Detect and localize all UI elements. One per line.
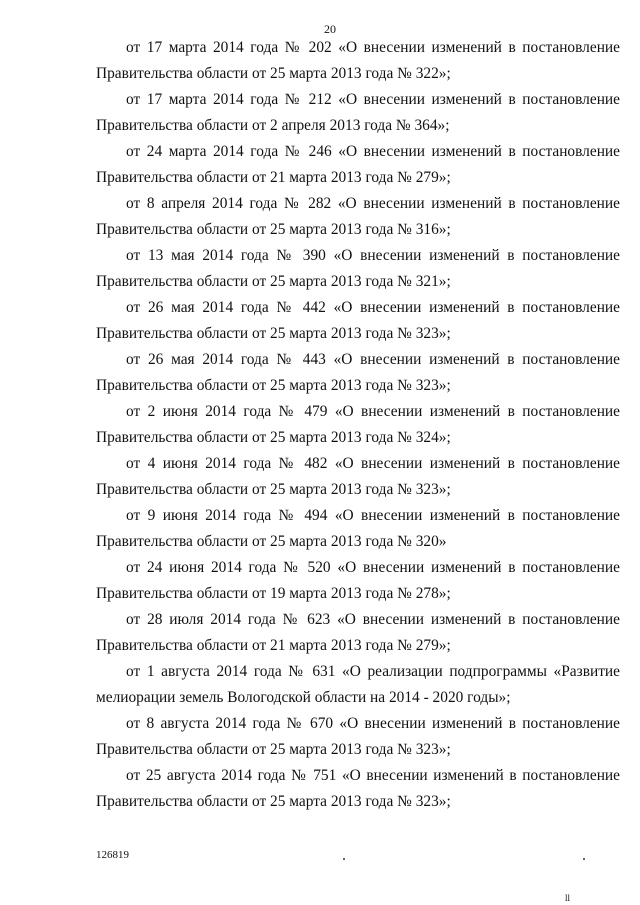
list-item: от 8 августа 2014 года № 670 «О внесении изменений в постановление Правительства области от 25 марта 2013 года № 323»; <box>96 715 620 758</box>
list-item: от 2 июня 2014 года № 479 «О внесении изменений в постановление Правительства области от 25 марта 2013 года № 324»; <box>96 403 620 446</box>
corner-mark: ll <box>565 893 571 903</box>
list-item: от 25 августа 2014 года № 751 «О внесении изменений в постановление Правительства области от 25 марта 2013 года № 323»; <box>96 767 620 810</box>
list-item: от 17 марта 2014 года № 202 «О внесении изменений в постановление Правительства области от 25 марта 2013 года № 322»; <box>96 39 620 82</box>
list-item: от 26 мая 2014 года № 443 «О внесении изменений в постановление Правительства области от 25 марта 2013 года № 323»; <box>96 351 620 394</box>
list-item: от 8 апреля 2014 года № 282 «О внесении изменений в постановление Правительства области от 25 марта 2013 года № 316»; <box>96 195 620 238</box>
list-item: от 24 июня 2014 года № 520 «О внесении изменений в постановление Правительства области от 19 марта 2013 года № 278»; <box>96 559 620 602</box>
list-item: от 28 июля 2014 года № 623 «О внесении изменений в постановление Правительства области от 21 марта 2013 года № 279»; <box>96 611 620 654</box>
scan-dot-mark <box>343 858 345 860</box>
list-item: от 1 августа 2014 года № 631 «О реализации подпрограммы «Развитие мелиорации земель Вологодской области на 2014 - 2020 годы»; <box>96 663 620 706</box>
list-item: от 26 мая 2014 года № 442 «О внесении изменений в постановление Правительства области от 25 марта 2013 года № 323»; <box>96 299 620 342</box>
document-body <box>96 35 620 815</box>
footer-document-code: 126819 <box>96 849 129 861</box>
list-item: от 13 мая 2014 года № 390 «О внесении изменений в постановление Правительства области от 25 марта 2013 года № 321»; <box>96 247 620 290</box>
scan-dot-mark <box>583 858 585 860</box>
list-item: от 24 марта 2014 года № 246 «О внесении изменений в постановление Правительства области от 21 марта 2013 года № 279»; <box>96 143 620 186</box>
list-item: от 4 июня 2014 года № 482 «О внесении изменений в постановление Правительства области от 25 марта 2013 года № 323»; <box>96 455 620 498</box>
page-number: 20 <box>324 22 336 36</box>
list-item: от 17 марта 2014 года № 212 «О внесении изменений в постановление Правительства области от 2 апреля 2013 года № 364»; <box>96 91 620 134</box>
list-item: от 9 июня 2014 года № 494 «О внесении изменений в постановление Правительства области от 25 марта 2013 года № 320» <box>96 507 620 550</box>
